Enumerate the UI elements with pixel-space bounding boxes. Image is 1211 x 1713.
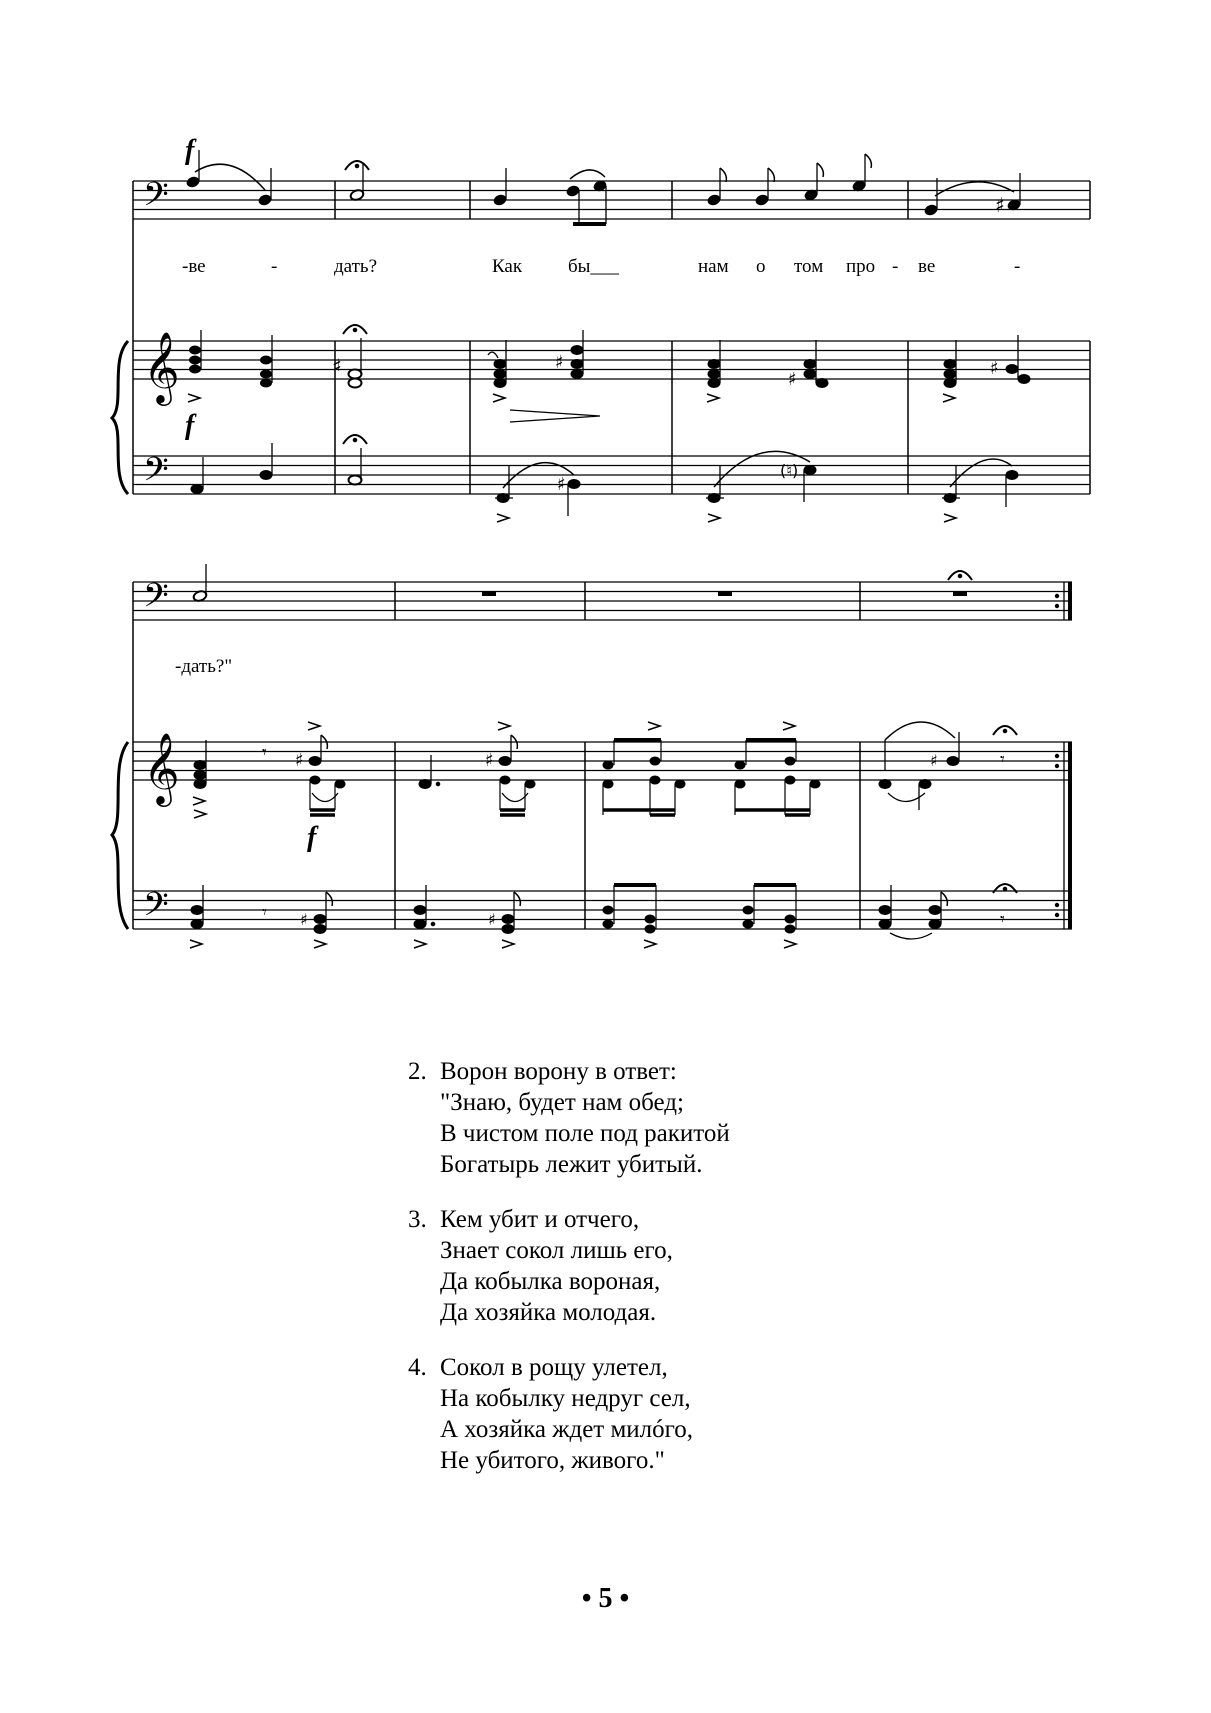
bass-clef-icon: 𝄢 <box>143 176 169 222</box>
svg-text:♯: ♯ <box>485 750 494 771</box>
verse-line: А хозяйка ждет милóго, <box>440 1416 694 1443</box>
treble-clef-icon: 𝄞 <box>143 330 180 403</box>
svg-text:♯: ♯ <box>788 369 797 390</box>
piano-treble-notes-2 <box>193 722 1017 815</box>
verse-2 <box>408 1056 730 1180</box>
piano-brace-2 <box>112 742 128 929</box>
verse-line: Да кобылка вороная, <box>440 1268 661 1295</box>
svg-text:𝄾: 𝄾 <box>1000 749 1005 769</box>
verse-line: Не убитого, живого." <box>440 1447 665 1474</box>
piano-brace-1 <box>112 341 128 494</box>
svg-text:♯: ♯ <box>557 474 566 495</box>
repeat-barline <box>1055 582 1070 929</box>
lyric-syllable: ве <box>918 256 936 277</box>
clefs-system-2 <box>143 577 180 932</box>
piano-bass-staff-1 <box>133 456 1090 494</box>
svg-text:♯: ♯ <box>995 193 1005 217</box>
dynamic-forte: f <box>185 135 195 166</box>
svg-text:♯: ♯ <box>930 751 938 770</box>
lyric-syllable: о <box>756 256 766 277</box>
vocal-staff-2 <box>133 582 1072 620</box>
verse-line: Сокол в рощу улетел, <box>440 1354 668 1381</box>
whole-rest <box>718 591 732 596</box>
bass-clef-icon: 𝄢 <box>143 886 169 932</box>
verse-line: В чистом поле под ракитой <box>440 1120 730 1147</box>
lyric-syllable: -дать?" <box>175 656 233 677</box>
whole-rest <box>482 591 496 596</box>
lyric-syllable: дать? <box>334 256 378 277</box>
verse-line: Знает сокол лишь его, <box>440 1237 673 1264</box>
vocal-staff-1 <box>133 181 1090 219</box>
lyric-syllable: про <box>846 256 876 277</box>
svg-text:♯: ♯ <box>990 358 999 379</box>
svg-text:♯: ♯ <box>300 910 308 929</box>
bass-clef-icon: 𝄢 <box>143 577 169 623</box>
vocal-notes-2 <box>192 564 972 602</box>
verse-number: 2. <box>408 1058 427 1085</box>
lyric-syllable: -ве <box>182 256 206 277</box>
lyric-syllable: - <box>892 256 899 277</box>
verse-line: На кобылку недруг сел, <box>440 1385 691 1412</box>
svg-text:𝄾: 𝄾 <box>262 902 267 922</box>
lyric-syllable: бы___ <box>568 256 619 277</box>
lyric-syllable: том <box>794 256 824 277</box>
lyric-syllable: - <box>1014 256 1021 277</box>
verse-3 <box>408 1204 673 1328</box>
verse-4 <box>408 1352 694 1476</box>
verse-line: Богатырь лежит убитый. <box>440 1151 703 1178</box>
svg-text:𝄾: 𝄾 <box>262 742 267 762</box>
svg-text:♯: ♯ <box>295 750 304 771</box>
svg-text:♯: ♯ <box>332 354 342 378</box>
dynamic-forte: f <box>185 410 195 441</box>
svg-text:𝄾: 𝄾 <box>1000 909 1005 929</box>
whole-rest <box>953 591 967 596</box>
system-2 <box>112 582 1072 929</box>
svg-text:(♮): (♮) <box>780 461 799 480</box>
lyric-syllable: - <box>271 256 278 277</box>
vocal-notes-1 <box>186 150 1021 224</box>
verse-line: Кем убит и отчего, <box>440 1206 640 1233</box>
lyric-syllable: Как <box>492 256 523 277</box>
piano-bass-notes-1 <box>191 435 1018 522</box>
verse-number: 4. <box>408 1354 427 1381</box>
diminuendo-hairpin <box>510 410 600 422</box>
piano-treble-notes-1 <box>188 325 1030 422</box>
verse-number: 3. <box>408 1206 427 1233</box>
bass-clef-icon: 𝄢 <box>143 451 169 497</box>
system-1 <box>112 181 1090 494</box>
page-number: • 5 • <box>581 1583 630 1614</box>
verse-line: Да хозяйка молодая. <box>440 1299 657 1326</box>
svg-text:♯: ♯ <box>555 352 564 373</box>
treble-clef-icon: 𝄞 <box>143 731 180 804</box>
dynamic-forte: f <box>307 822 317 853</box>
clefs-system-1 <box>143 176 180 497</box>
svg-text:♯: ♯ <box>488 910 496 929</box>
lyric-syllable: нам <box>698 256 729 277</box>
verse-line: Ворон ворону в ответ: <box>440 1058 677 1085</box>
verse-line: "Знаю, будет нам обед; <box>440 1089 684 1116</box>
